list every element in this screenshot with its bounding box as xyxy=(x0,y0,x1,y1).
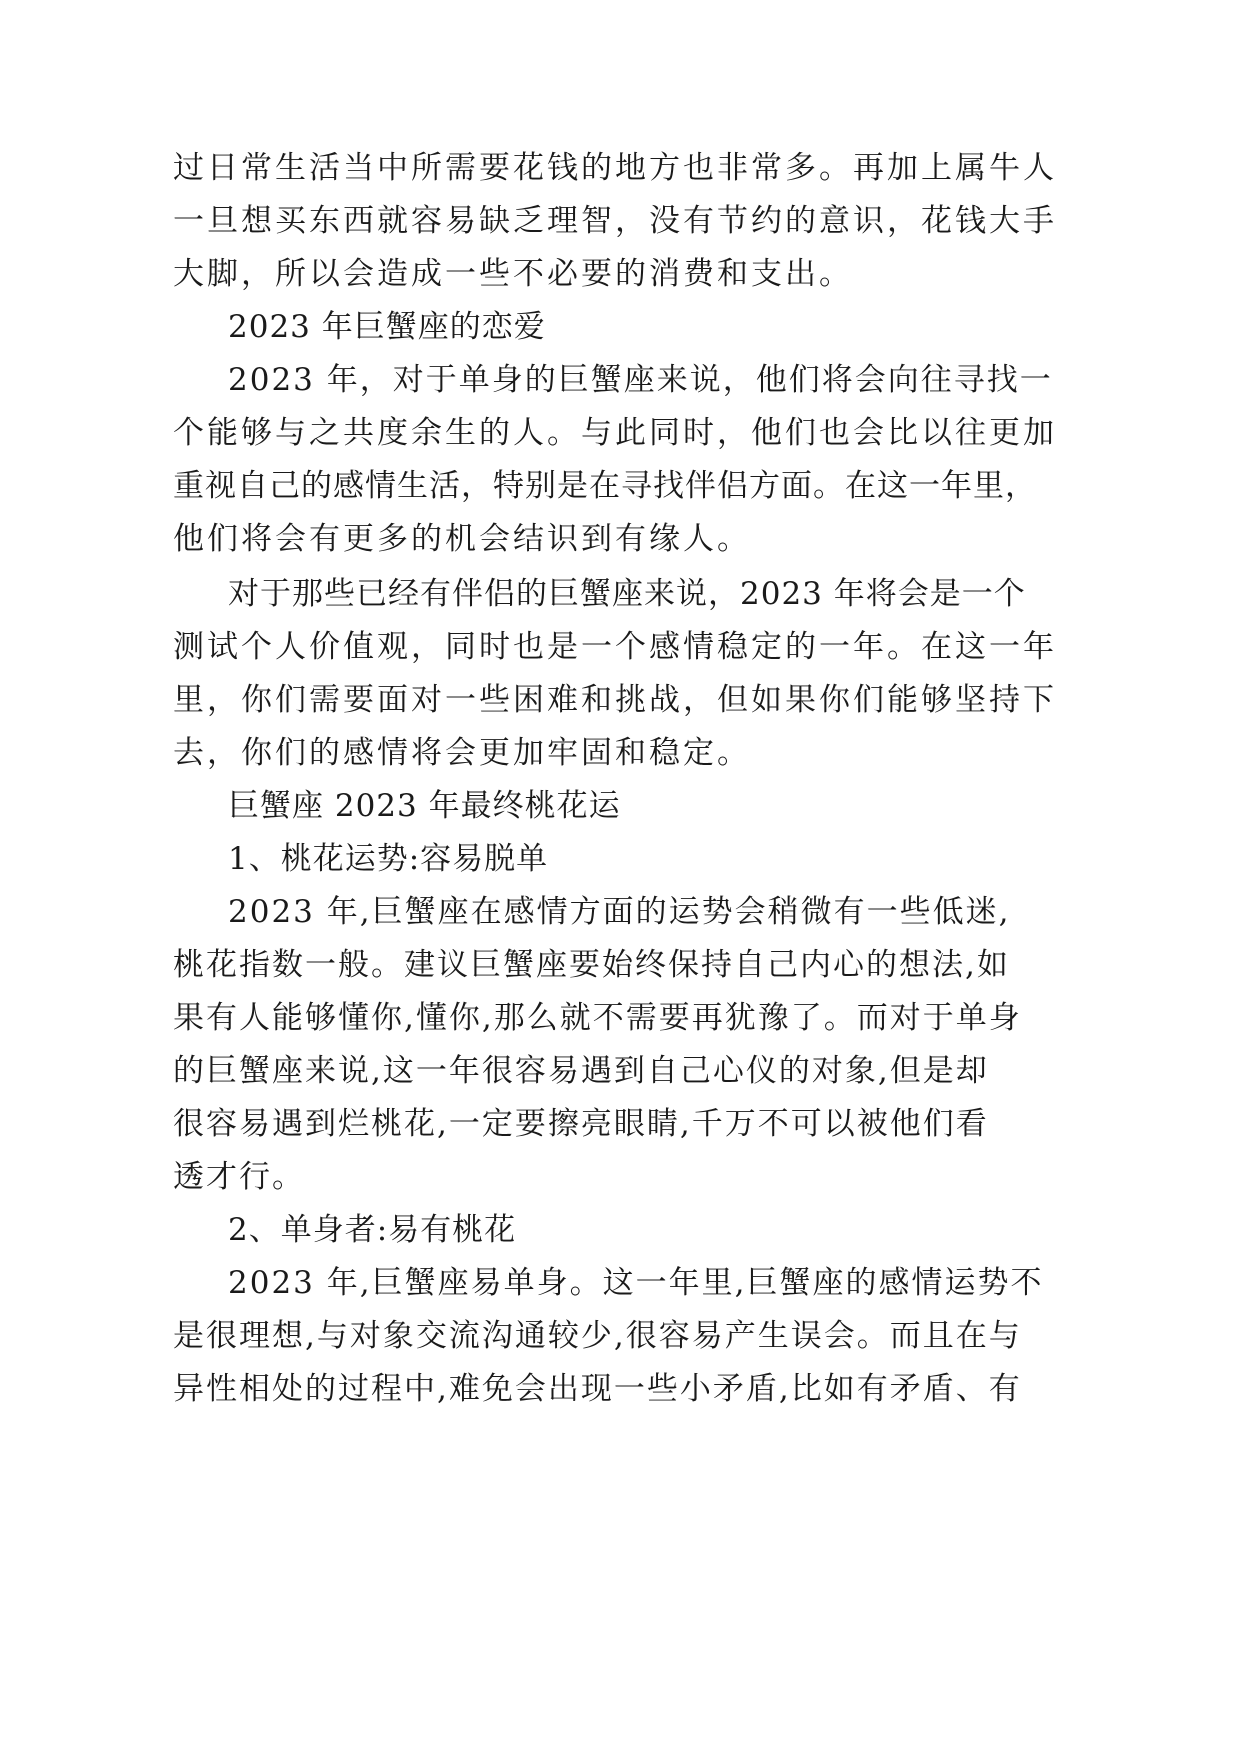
text-line-12: 去，你们的感情将会更加牢固和稳定。 xyxy=(173,735,751,771)
text-line-18: 的巨蟹座来说,这一年很容易遇到自己心仪的对象,但是却 xyxy=(173,1053,989,1089)
text-line-16: 桃花指数一般。建议巨蟹座要始终保持自己内心的想法,如 xyxy=(173,947,1010,983)
text-line-9: 对于那些已经有伴侣的巨蟹座来说，2023 年将会是一个 xyxy=(228,576,1026,612)
text-line-1: 过日常生活当中所需要花钱的地方也非常多。再加上属牛人 xyxy=(173,150,1057,186)
subheading-2: 2、单身者:易有桃花 xyxy=(228,1212,517,1248)
text-line-20: 透才行。 xyxy=(173,1159,305,1195)
text-line-5: 2023 年，对于单身的巨蟹座来说，他们将会向往寻找一 xyxy=(228,362,1053,398)
text-line-7: 重视自己的感情生活，特别是在寻找伴侣方面。在这一年里， xyxy=(173,468,1037,504)
subheading-1: 1、桃花运势:容易脱单 xyxy=(228,841,549,877)
section-heading-love: 2023 年巨蟹座的恋爱 xyxy=(228,309,546,345)
text-line-6: 个能够与之共度余生的人。与此同时，他们也会比以往更加 xyxy=(173,415,1057,451)
text-line-10: 测试个人价值观，同时也是一个感情稳定的一年。在这一年 xyxy=(173,629,1057,665)
text-line-15: 2023 年,巨蟹座在感情方面的运势会稍微有一些低迷, xyxy=(228,894,1011,930)
text-line-11: 里，你们需要面对一些困难和挑战，但如果你们能够坚持下 xyxy=(173,682,1057,718)
text-line-22: 2023 年,巨蟹座易单身。这一年里,巨蟹座的感情运势不 xyxy=(228,1265,1044,1301)
text-line-23: 是很理想,与对象交流沟通较少,很容易产生误会。而且在与 xyxy=(173,1318,1022,1354)
text-line-17: 果有人能够懂你,懂你,那么就不需要再犹豫了。而对于单身 xyxy=(173,1000,1022,1036)
text-line-3: 大脚，所以会造成一些不必要的消费和支出。 xyxy=(173,256,853,292)
text-line-24: 异性相处的过程中,难免会出现一些小矛盾,比如有矛盾、有 xyxy=(173,1371,1022,1407)
text-line-19: 很容易遇到烂桃花,一定要擦亮眼睛,千万不可以被他们看 xyxy=(173,1106,989,1142)
text-line-8: 他们将会有更多的机会结识到有缘人。 xyxy=(173,521,751,557)
text-line-2: 一旦想买东西就容易缺乏理智，没有节约的意识，花钱大手 xyxy=(173,203,1057,239)
section-heading-peach-blossom: 巨蟹座 2023 年最终桃花运 xyxy=(228,788,621,824)
